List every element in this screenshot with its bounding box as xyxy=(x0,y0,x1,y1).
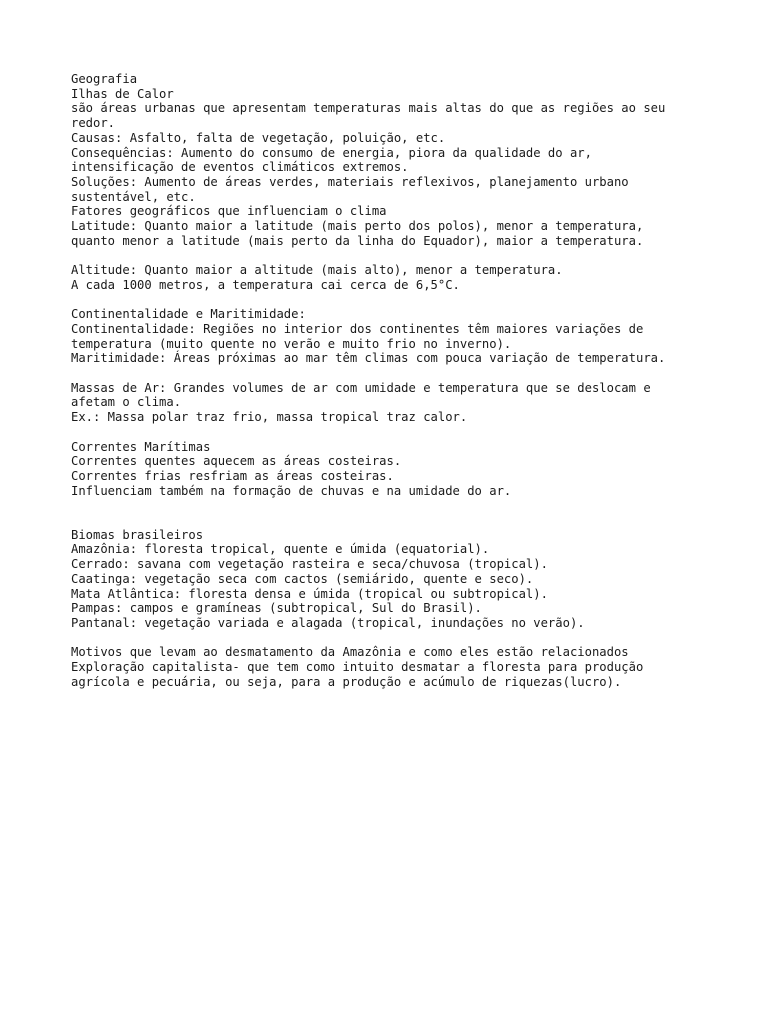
text-line: Massas de Ar: Grandes volumes de ar com umidade e temperatura que se deslocam e xyxy=(71,380,651,395)
text-line: Correntes quentes aquecem as áreas costeiras. xyxy=(71,454,402,469)
text-line xyxy=(71,631,731,646)
text-line xyxy=(71,293,731,308)
document-page xyxy=(71,72,731,689)
text-line: Soluções: Aumento de áreas verdes, materiais reflexivos, planejamento urbano xyxy=(71,174,629,189)
text-line: Ex.: Massa polar traz frio, massa tropical traz calor. xyxy=(71,410,468,425)
text-line xyxy=(71,498,731,513)
text-line: Continentalidade e Maritimidade: xyxy=(71,307,306,322)
text-line: quanto menor a latitude (mais perto da linha do Equador), maior a temperatura. xyxy=(71,233,644,248)
text-line: A cada 1000 metros, a temperatura cai cerca de 6,5°C. xyxy=(71,277,460,292)
text-line xyxy=(71,513,731,528)
text-line: Consequências: Aumento do consumo de energia, piora da qualidade do ar, xyxy=(71,145,592,160)
text-line xyxy=(71,425,731,440)
text-line: Pantanal: vegetação variada e alagada (tropical, inundações no verão). xyxy=(71,615,585,630)
text-line: Motivos que levam ao desmatamento da Amazônia e como eles estão relacionados xyxy=(71,645,629,660)
text-line: são áreas urbanas que apresentam temperaturas mais altas do que as regiões ao seu xyxy=(71,101,666,116)
text-line: Influenciam também na formação de chuvas e na umidade do ar. xyxy=(71,483,512,498)
text-line: Correntes Marítimas xyxy=(71,439,211,454)
text-line: Causas: Asfalto, falta de vegetação, poluição, etc. xyxy=(71,130,446,145)
text-line: Ilhas de Calor xyxy=(71,86,174,101)
text-line: Pampas: campos e gramíneas (subtropical, Sul do Brasil). xyxy=(71,601,482,616)
text-line: agrícola e pecuária, ou seja, para a produção e acúmulo de riquezas(lucro). xyxy=(71,674,622,689)
text-line: Biomas brasileiros xyxy=(71,527,204,542)
text-line: temperatura (muito quente no verão e muito frio no inverno). xyxy=(71,336,512,351)
text-line: Latitude: Quanto maior a latitude (mais perto dos polos), menor a temperatura, xyxy=(71,219,644,234)
text-line: Exploração capitalista- que tem como intuito desmatar a floresta para produção xyxy=(71,660,644,675)
text-line: Altitude: Quanto maior a altitude (mais alto), menor a temperatura. xyxy=(71,263,563,278)
text-line: sustentável, etc. xyxy=(71,189,196,204)
text-line: Maritimidade: Áreas próximas ao mar têm climas com pouca variação de temperatura. xyxy=(71,351,666,366)
text-line: Cerrado: savana com vegetação rasteira e seca/chuvosa (tropical). xyxy=(71,557,548,572)
text-line: Continentalidade: Regiões no interior dos continentes têm maiores variações de xyxy=(71,321,644,336)
text-line: Caatinga: vegetação seca com cactos (semiárido, quente e seco). xyxy=(71,571,534,586)
text-line: afetam o clima. xyxy=(71,395,182,410)
text-line: Geografia xyxy=(71,72,138,86)
text-line xyxy=(71,366,731,381)
text-line: Correntes frias resfriam as áreas costeiras. xyxy=(71,468,394,483)
text-line: redor. xyxy=(71,116,116,131)
text-line: Mata Atlântica: floresta densa e úmida (tropical ou subtropical). xyxy=(71,586,548,601)
text-line: Fatores geográficos que influenciam o clima xyxy=(71,204,387,219)
text-line xyxy=(71,248,731,263)
text-line: Amazônia: floresta tropical, quente e úmida (equatorial). xyxy=(71,542,490,557)
text-line: intensificação de eventos climáticos extremos. xyxy=(71,160,409,175)
